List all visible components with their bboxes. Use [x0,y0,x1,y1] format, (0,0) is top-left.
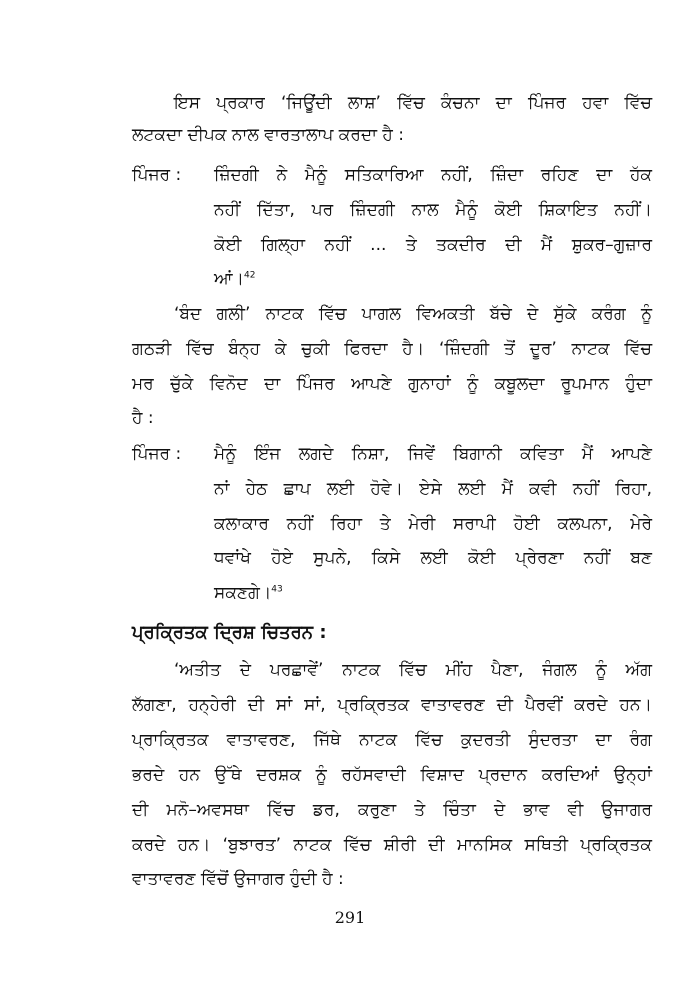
speaker-label: ਪਿੰਜਰ : [132,165,182,185]
dialogue-line: ਜ਼ਿੰਦਗੀ ਨੇ ਮੈਨੂੰ ਸਤਿਕਾਰਿਆ ਨਹੀਂ, ਜ਼ਿੰਦਾ ਰਹਿਣ ਦਾ ਹੱਕ [214,165,652,185]
dialogue-line: ਕਲਾਕਾਰ ਨਹੀਂ ਰਿਹਾ ਤੇ ਮੇਰੀ ਸਰਾਪੀ ਹੋਈ ਕਲਪਨਾ, ਮੇਰੇ [214,514,652,534]
footnote-marker: 43 [271,584,283,595]
footnote-marker: 42 [244,270,256,281]
paragraph-line: ਪ੍ਰਾਕ੍ਰਿਤਕ ਵਾਤਾਵਰਣ, ਜਿੱਥੇ ਨਾਟਕ ਵਿੱਚ ਕੁਦਰਤੀ ਸੁੰਦਰਤਾ ਦਾ ਰੰਗ [132,730,652,750]
paragraph-line: ‘ਬੰਦ ਗਲੀ’ ਨਾਟਕ ਵਿੱਚ ਪਾਗਲ ਵਿਅਕਤੀ ਬੱਚੇ ਦੇ ਸੁੱਕੇ ਕਰੰਗ ਨੂੰ [174,304,652,324]
dialogue-line: ਸਕਣਗੇ।$^{43}$ [214,583,283,603]
paragraph-line: ਦੀ ਮਨੋ–ਅਵਸਥਾ ਵਿੱਚ ਡਰ, ਕਰੁਣਾ ਤੇ ਚਿੰਤਾ ਦੇ ਭਾਵ ਵੀ ਉਜਾਗਰ [132,800,652,820]
dialogue-line: ਕੋਈ ਗਿਲ੍ਹਾ ਨਹੀਂ ... ਤੇ ਤਕਦੀਰ ਦੀ ਮੈਂ ਸ਼ੁਕਰ–ਗੁਜ਼ਾਰ [214,235,652,255]
dialogue-line: ਨਹੀਂ ਦਿੱਤਾ, ਪਰ ਜ਼ਿੰਦਗੀ ਨਾਲ ਮੈਨੂੰ ਕੋਈ ਸ਼ਿਕਾਇਤ ਨਹੀਂ। [214,200,652,220]
dialogue-line: ਧਵਾਂਖੇ ਹੋਏ ਸੁਪਨੇ, ਕਿਸੇ ਲਈ ਕੋਈ ਪ੍ਰੇਰਣਾ ਨਹੀਂ ਬਣ [214,548,652,568]
paragraph-line: ‘ਅਤੀਤ ਦੇ ਪਰਛਾਵੇਂ’ ਨਾਟਕ ਵਿੱਚ ਮੀਂਹ ਪੈਣਾ, ਜੰਗਲ ਨੂੰ ਅੱਗ [174,660,652,680]
speaker-label: ਪਿੰਜਰ : [132,444,182,464]
paragraph-line: ਹੈ : [132,408,154,428]
dialogue-line: ਨਾਂ ਹੇਠ ਛਾਪ ਲਈ ਹੋਵੇ। ਏਸੇ ਲਈ ਮੈਂ ਕਵੀ ਨਹੀਂ ਰਿਹਾ, [214,479,652,499]
page-number: 291 [334,908,366,927]
paragraph-line: ਮਰ ਚੁੱਕੇ ਵਿਨੋਦ ਦਾ ਪਿੰਜਰ ਆਪਣੇ ਗੁਨਾਹਾਂ ਨੂੰ ਕਬੂਲਦਾ ਰੂਪਮਾਨ ਹੁੰਦਾ [132,374,652,394]
paragraph-line: ਲੱਗਣਾ, ਹਨ੍ਹੇਰੀ ਦੀ ਸਾਂ ਸਾਂ, ਪ੍ਰਕ੍ਰਿਤਕ ਵਾਤਾਵਰਣ ਦੀ ਪੈਰਵੀਂ ਕਰਦੇ ਹਨ। [132,695,652,715]
dialogue-line: ਆਂ।$^{42}$ [214,269,256,289]
paragraph-line: ਕਰਦੇ ਹਨ। ‘ਬੁਝਾਰਤ’ ਨਾਟਕ ਵਿੱਚ ਸ਼ੀਰੀ ਦੀ ਮਾਨਸਿਕ ਸਥਿਤੀ ਪ੍ਰਕ੍ਰਿਤਕ [132,835,652,855]
paragraph-line: ਲਟਕਦਾ ਦੀਪਕ ਨਾਲ ਵਾਰਤਾਲਾਪ ਕਰਦਾ ਹੈ : [132,125,404,145]
dialogue-line: ਮੈਨੂੰ ਇੰਜ ਲਗਦੇ ਨਿਸ਼ਾ, ਜਿਵੇਂ ਬਿਗਾਨੀ ਕਵਿਤਾ ਮੈਂ ਆਪਣੇ [214,444,652,464]
paragraph-line: ਵਾਤਾਵਰਣ ਵਿੱਚੋਂ ਉਜਾਗਰ ਹੁੰਦੀ ਹੈ : [132,869,344,889]
section-heading: ਪ੍ਰਕ੍ਰਿਤਕ ਦ੍ਰਿਸ਼ ਚਿਤਰਨ : [132,622,327,643]
paragraph-line: ਗਠੜੀ ਵਿੱਚ ਬੰਨ੍ਹ ਕੇ ਚੁਕੀ ਫਿਰਦਾ ਹੈ। ‘ਜ਼ਿੰਦਗੀ ਤੋਂ ਦੂਰ’ ਨਾਟਕ ਵਿੱਚ [132,339,652,359]
paragraph-line: ਇਸ ਪ੍ਰਕਾਰ ‘ਜਿਊਂਦੀ ਲਾਸ਼’ ਵਿੱਚ ਕੰਚਨਾ ਦਾ ਪਿੰਜਰ ਹਵਾ ਵਿੱਚ [174,93,652,113]
paragraph-line: ਭਰਦੇ ਹਨ ਉੱਥੇ ਦਰਸ਼ਕ ਨੂੰ ਰਹੱਸਵਾਦੀ ਵਿਸ਼ਾਦ ਪ੍ਰਦਾਨ ਕਰਦਿਆਂ ਉਨ੍ਹਾਂ [132,765,652,785]
